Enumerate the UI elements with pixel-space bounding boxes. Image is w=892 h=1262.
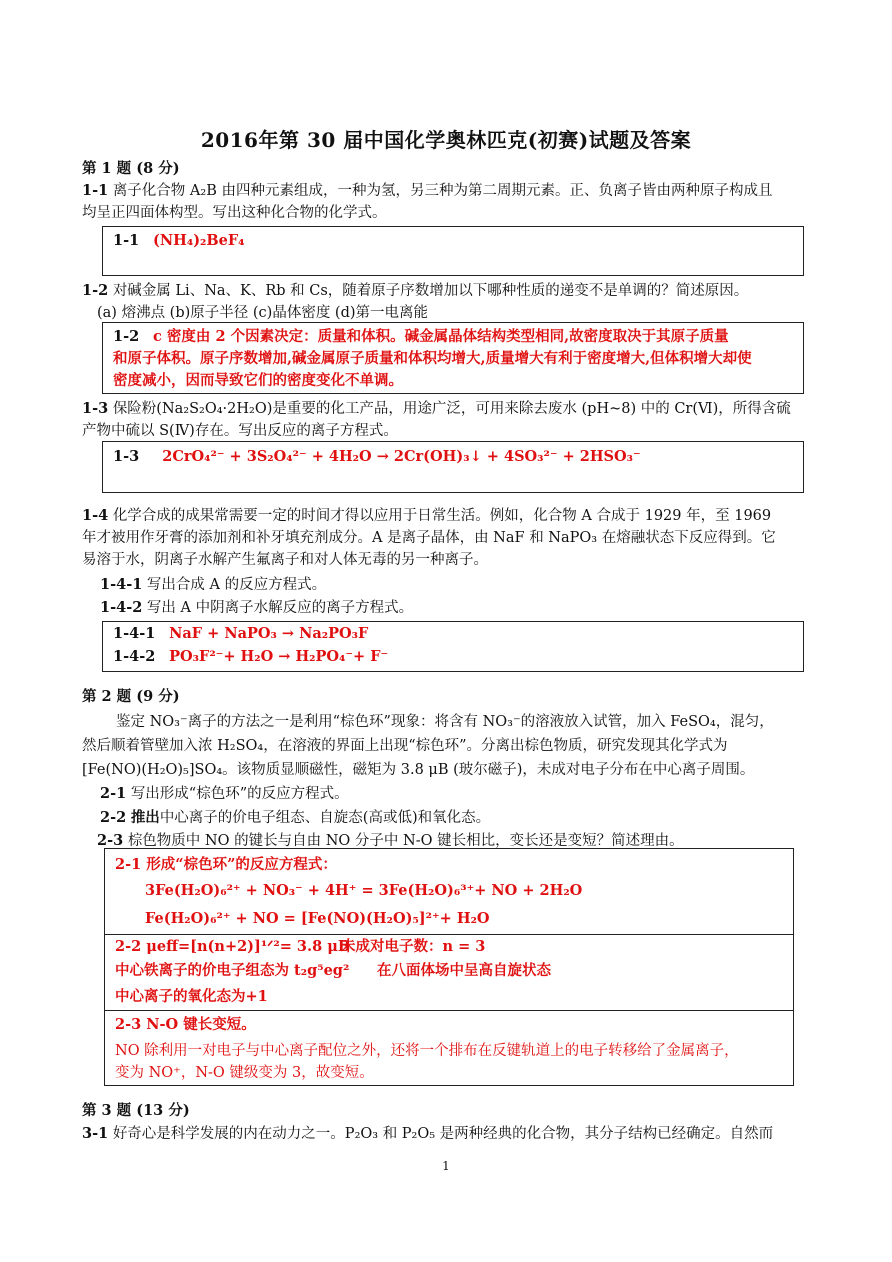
question-3-1-line bbox=[82, 1124, 812, 1144]
q-number: 1-1 bbox=[82, 182, 109, 199]
answer-line: NO 除利用一对电子与中心离子配位之外，还将一个排布在反键轨道上的电子转移给了金属离子， bbox=[115, 1043, 739, 1059]
answer-number: 1-3 bbox=[113, 448, 140, 465]
answer-line: 中心离子的氧化态为+1 bbox=[115, 988, 268, 1005]
answer-box-2-1 bbox=[104, 848, 794, 935]
q-text: 化学合成的成果常需要一定的时间才得以应用于日常生活。例如，化合物 A 合成于 1929 年，至 1969 bbox=[112, 508, 772, 524]
question-1-4-line-2: 年才被用作牙膏的添加剂和补牙填充剂成分。A 是离子晶体，由 NaF 和 NaPO₃ 在熔融状态下反应得到。它 bbox=[82, 530, 776, 546]
q-number: 2-1 bbox=[100, 785, 127, 802]
question-1-1-line-1 bbox=[82, 181, 812, 201]
answer-line bbox=[113, 447, 641, 467]
answer-line: 密度减小，因而导致它们的密度变化不单调。 bbox=[113, 372, 403, 389]
answer-box-1-1 bbox=[102, 226, 804, 276]
answer-line bbox=[113, 231, 245, 251]
answer-box-2-2 bbox=[104, 934, 794, 1011]
answer-line: 2-3 N-O 键长变短。 bbox=[115, 1016, 256, 1033]
answer-line: 变为 NO⁺，N-O 键级变为 3，故变短。 bbox=[115, 1065, 374, 1081]
answer-number: 1-4-1 bbox=[113, 625, 156, 642]
answer-box-1-3 bbox=[102, 441, 804, 493]
q-number: 3-1 bbox=[82, 1125, 109, 1142]
question-1-4-1-line bbox=[100, 575, 812, 595]
q-text: 写出形成“棕色环”的反应方程式。 bbox=[130, 786, 349, 802]
answer-line: 中心铁离子的价电子组态为 t₂g⁵eg² bbox=[115, 962, 350, 979]
question-2-line-3: [Fe(NO)(H₂O)₅]SO₄。该物质显顺磁性，磁矩为 3.8 μB (玻尔磁子)，未成对电子分布在中心离子周围。 bbox=[82, 762, 755, 778]
question-1-2-line bbox=[82, 281, 812, 301]
q-number: 1-3 bbox=[82, 400, 109, 417]
q-text: 离子化合物 A₂B 由四种元素组成，一种为氢，另三种为第二周期元素。正、负离子皆由两种原子构成且 bbox=[112, 183, 773, 199]
answer-box-2-3 bbox=[104, 1010, 794, 1086]
question-1-2-options: (a) 熔沸点 (b)原子半径 (c)晶体密度 (d)第一电离能 bbox=[97, 305, 429, 321]
q-number: 2-2 bbox=[100, 809, 127, 826]
question-2-1-line bbox=[100, 784, 812, 804]
answer-text: NaF + NaPO₃ → Na₂PO₃F bbox=[169, 625, 369, 642]
question-2-line-2: 然后顺着管壁加入浓 H₂SO₄，在溶液的界面上出现“棕色环”。分离出棕色物质，研究发现其化学式为 bbox=[82, 738, 728, 754]
question-3-heading: 第 3 题 (13 分) bbox=[82, 1102, 190, 1119]
answer-box-1-4 bbox=[102, 621, 804, 672]
q-text: 写出 A 中阴离子水解反应的离子方程式。 bbox=[146, 600, 414, 616]
answer-line bbox=[113, 327, 729, 347]
page-number: 1 bbox=[442, 1159, 450, 1173]
question-1-3-line-2: 产物中硫以 S(Ⅳ)存在。写出反应的离子方程式。 bbox=[82, 423, 398, 439]
q-number: 1-4 bbox=[82, 507, 109, 524]
question-1-heading: 第 1 题 (8 分) bbox=[82, 160, 180, 177]
question-2-heading: 第 2 题 (9 分) bbox=[82, 688, 180, 705]
answer-text: c 密度由 2 个因素决定：质量和体积。碱金属晶体结构类型相同,故密度取决于其原子质量 bbox=[153, 328, 729, 345]
answer-line bbox=[113, 624, 368, 644]
answer-line: 和原子体积。原子序数增加,碱金属原子质量和体积均增大,质量增大有利于密度增大,但体积增大却使 bbox=[113, 350, 752, 367]
page-title: 2016年第 30 届中国化学奥林匹克(初赛)试题及答案 bbox=[200, 128, 692, 152]
question-1-1-line-2: 均呈正四面体构型。写出这种化合物的化学式。 bbox=[82, 205, 387, 221]
question-1-4-2-line bbox=[100, 598, 812, 618]
q-number: 1-2 bbox=[82, 282, 109, 299]
answer-number: 1-1 bbox=[113, 232, 140, 249]
answer-text: (NH₄)₂BeF₄ bbox=[153, 232, 245, 249]
answer-box-1-2 bbox=[102, 322, 804, 394]
answer-line: 在八面体场中呈高自旋状态 bbox=[377, 962, 551, 979]
question-1-3-line-1 bbox=[82, 399, 812, 419]
q-number: 1-4-2 bbox=[100, 599, 143, 616]
answer-line bbox=[113, 647, 388, 667]
answer-equation: Fe(H₂O)₆²⁺ + NO = [Fe(NO)(H₂O)₅]²⁺+ H₂O bbox=[145, 910, 490, 927]
answer-equation: 3Fe(H₂O)₆²⁺ + NO₃⁻ + 4H⁺ = 3Fe(H₂O)₆³⁺+ NO + 2H₂O bbox=[145, 882, 583, 899]
question-2-2-line bbox=[100, 808, 812, 828]
q-text: 中心离子的价电子组态、自旋态(高或低)和氧化态。 bbox=[159, 810, 491, 826]
q-text: 好奇心是科学发展的内在动力之一。P₂O₃ 和 P₂O₅ 是两种经典的化合物，其分子结构已经确定。自然而 bbox=[112, 1126, 774, 1142]
q-text: 写出合成 A 的反应方程式。 bbox=[146, 577, 327, 593]
q-emphasis: 推出 bbox=[130, 809, 160, 826]
answer-line: 2-1 形成“棕色环”的反应方程式： bbox=[115, 856, 337, 873]
q-text: 对碱金属 Li、Na、K、Rb 和 Cs，随着原子序数增加以下哪种性质的递变不是单调的？简述原因。 bbox=[112, 283, 749, 299]
q-text: 棕色物质中 NO 的键长与自由 NO 分子中 N-O 键长相比，变长还是变短？简述理由。 bbox=[127, 833, 684, 849]
q-text: 保险粉(Na₂S₂O₄·2H₂O)是重要的化工产品，用途广泛，可用来除去废水 (pH~8) 中的 Cr(Ⅵ)，所得含硫 bbox=[112, 401, 791, 417]
answer-text: 2CrO₄²⁻ + 3S₂O₄²⁻ + 4H₂O → 2Cr(OH)₃↓ + 4SO₃²⁻ + 2HSO₃⁻ bbox=[162, 448, 641, 465]
answer-text: PO₃F²⁻+ H₂O → H₂PO₄⁻+ F⁻ bbox=[169, 648, 389, 665]
answer-number: 1-4-2 bbox=[113, 648, 156, 665]
question-2-line-1: 鉴定 NO₃⁻离子的方法之一是利用“棕色环”现象：将含有 NO₃⁻的溶液放入试管，加入 FeSO₄，混匀， bbox=[116, 714, 774, 730]
answer-line: 未成对电子数：n = 3 bbox=[341, 938, 486, 955]
answer-line: 2-2 μeff=[n(n+2)]¹ᐟ²= 3.8 μB bbox=[115, 938, 351, 955]
q-number: 2-3 bbox=[97, 832, 124, 849]
q-number: 1-4-1 bbox=[100, 576, 143, 593]
question-1-4-line-3: 易溶于水，阴离子水解产生氟离子和对人体无毒的另一种离子。 bbox=[82, 552, 488, 568]
answer-number: 1-2 bbox=[113, 328, 140, 345]
question-1-4-line-1 bbox=[82, 506, 812, 526]
